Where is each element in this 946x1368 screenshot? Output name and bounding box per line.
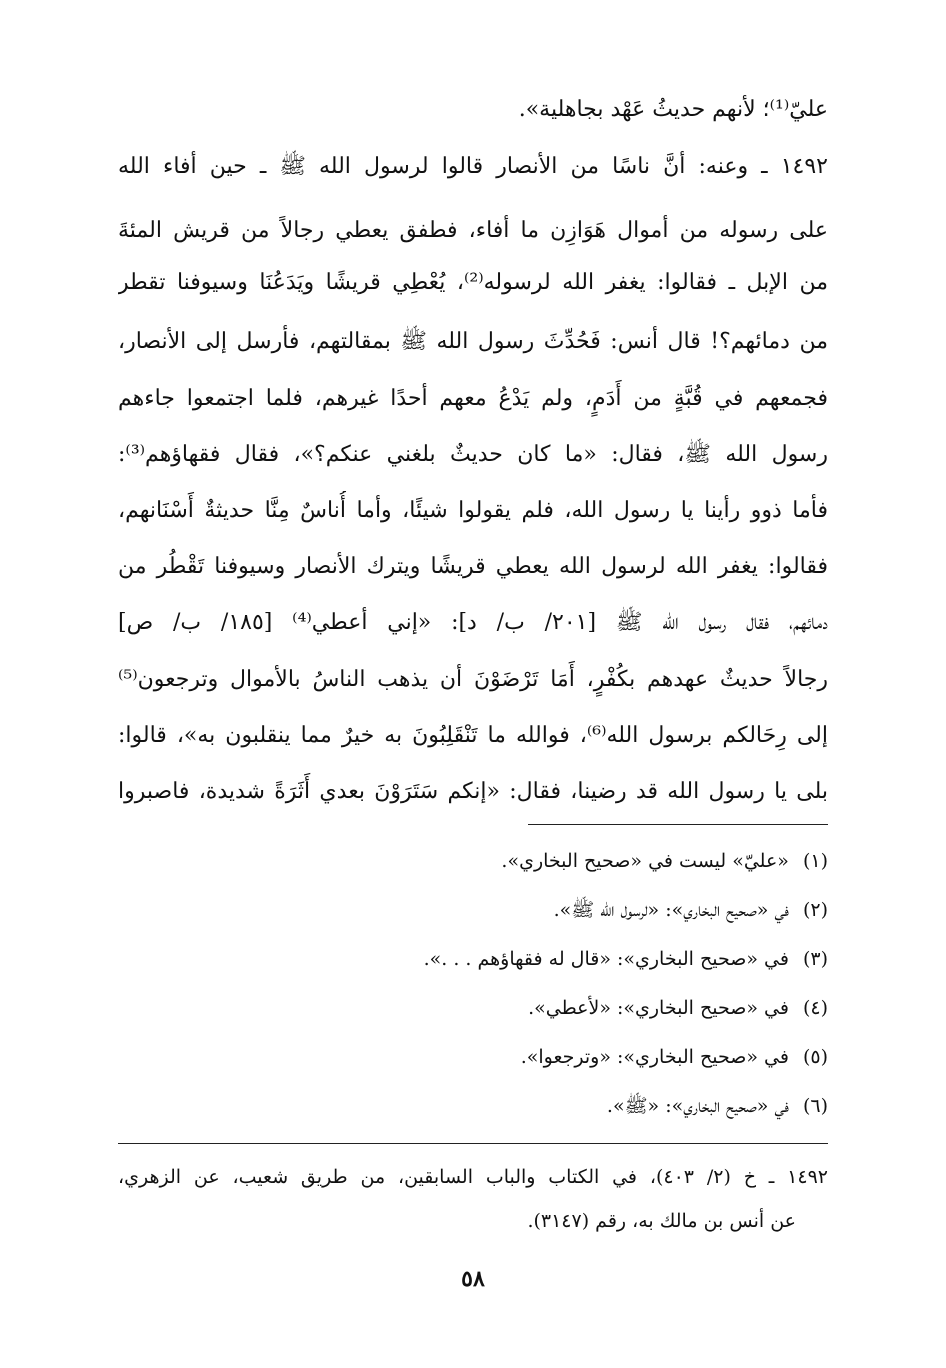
footnote-text: في «صحيح البخاري»: «وترجعوا». — [520, 1046, 789, 1068]
body-line: من دمائهم؟! قال أنس: فَحُدِّثَ رسول الله ﷺ بمقالتهم، فأرسل إلى الأنصار، — [118, 329, 828, 354]
source-separator — [118, 1143, 828, 1144]
footnote-number: (٤) — [802, 997, 828, 1019]
footnote-text: «عليّ» ليست في «صحيح البخاري». — [501, 850, 789, 872]
body-line: فجمعهم في قُبَّةٍ من أَدَمٍ، ولم يَدْعُ معهم أحدًا غيرهم، فلما اجتمعوا جاءهم — [118, 386, 828, 411]
body-line: على رسوله من أموال هَوَازِن ما أفاء، فطفق يعطي رجالاً من قريش المئةَ — [118, 218, 828, 243]
body-line: فقالوا: يغفر الله لرسول الله يعطي قريشًا ويترك الأنصار وسيوفنا تَقْطُر من — [118, 554, 828, 579]
body-line: من الإبل ـ فقالوا: يغفر الله لرسوله⁽²⁾، يُعْطِي قريشًا ويَدَعُنَا وسيوفنا تقطر — [118, 270, 828, 295]
footnote-item — [118, 992, 828, 1024]
footnote-item — [118, 845, 828, 877]
footnote-number: (٥) — [802, 1046, 828, 1068]
body-line: بلى يا رسول الله قد رضينا، فقال: «إنكم سَتَرَوْنَ بعدي أَثَرَةً شديدة، فاصبروا — [118, 779, 828, 804]
body-line: إلى رِحَالكم برسول الله⁽⁶⁾، فوالله ما تَنْقَلِبُونَ به خيرٌ مما ينقلبون به»، قالوا: — [118, 723, 828, 748]
footnote-text: في «صحيح البخاري»: «لرسول الله ﷺ». — [553, 899, 789, 921]
source-note-line: عن أنس بن مالك به، رقم (٣١٤٧). — [527, 1210, 796, 1232]
footnote-separator — [528, 824, 828, 825]
footnote-number: (٣) — [802, 948, 828, 970]
footnote-item — [118, 943, 828, 975]
footnote-item — [118, 894, 828, 926]
body-line: رسول الله ﷺ، فقال: «ما كان حديثٌ بلغني عنكم؟»، فقال فقهاؤهم⁽³⁾: — [118, 442, 828, 467]
body-line: فأما ذوو رأينا يا رسول الله، فلم يقولوا شيئًا، وأما أُناسٌ مِنَّا حديثةٌ أَسْنَانهم، — [118, 498, 828, 523]
body-line: دمائهم، فقال رسول الله ﷺ [٢٠١/ ب/ د]: «إني أعطي⁽⁴⁾ [١٨٥/ ب/ ص] — [118, 610, 828, 635]
footnote-text: في «صحيح البخاري»: «ﷺ». — [606, 1095, 789, 1117]
footnote-item — [118, 1041, 828, 1073]
footnote-item — [118, 1090, 828, 1122]
body-line: رجالاً حديثٌ عهدهم بكُفْرٍ، أَمَا تَرْضَوْنَ أن يذهب الناسُ بالأموال وترجعون⁽⁵⁾ — [118, 667, 828, 692]
footnote-number: (٦) — [802, 1095, 828, 1117]
body-line: عليّ⁽¹⁾؛ لأنهم حديثُ عَهْد بجاهلية». — [518, 97, 828, 122]
hadith-1492-start: ١٤٩٢ ـ وعنه: أنَّ ناسًا من الأنصار قالوا لرسول الله ﷺ ـ حين أفاء الله — [118, 154, 828, 179]
page-number: ٥٨ — [461, 1266, 485, 1292]
footnote-number: (١) — [802, 850, 828, 872]
footnote-number: (٢) — [802, 899, 828, 921]
source-note-line: ١٤٩٢ ـ خ (٢/ ٤٠٣)، في الكتاب والباب السابقين، من طريق شعيب، عن الزهري، — [118, 1166, 828, 1188]
footnote-text: في «صحيح البخاري»: «لأعطي». — [528, 997, 789, 1019]
footnote-text: في «صحيح البخاري»: «قال له فقهاؤهم . . .». — [423, 948, 789, 970]
